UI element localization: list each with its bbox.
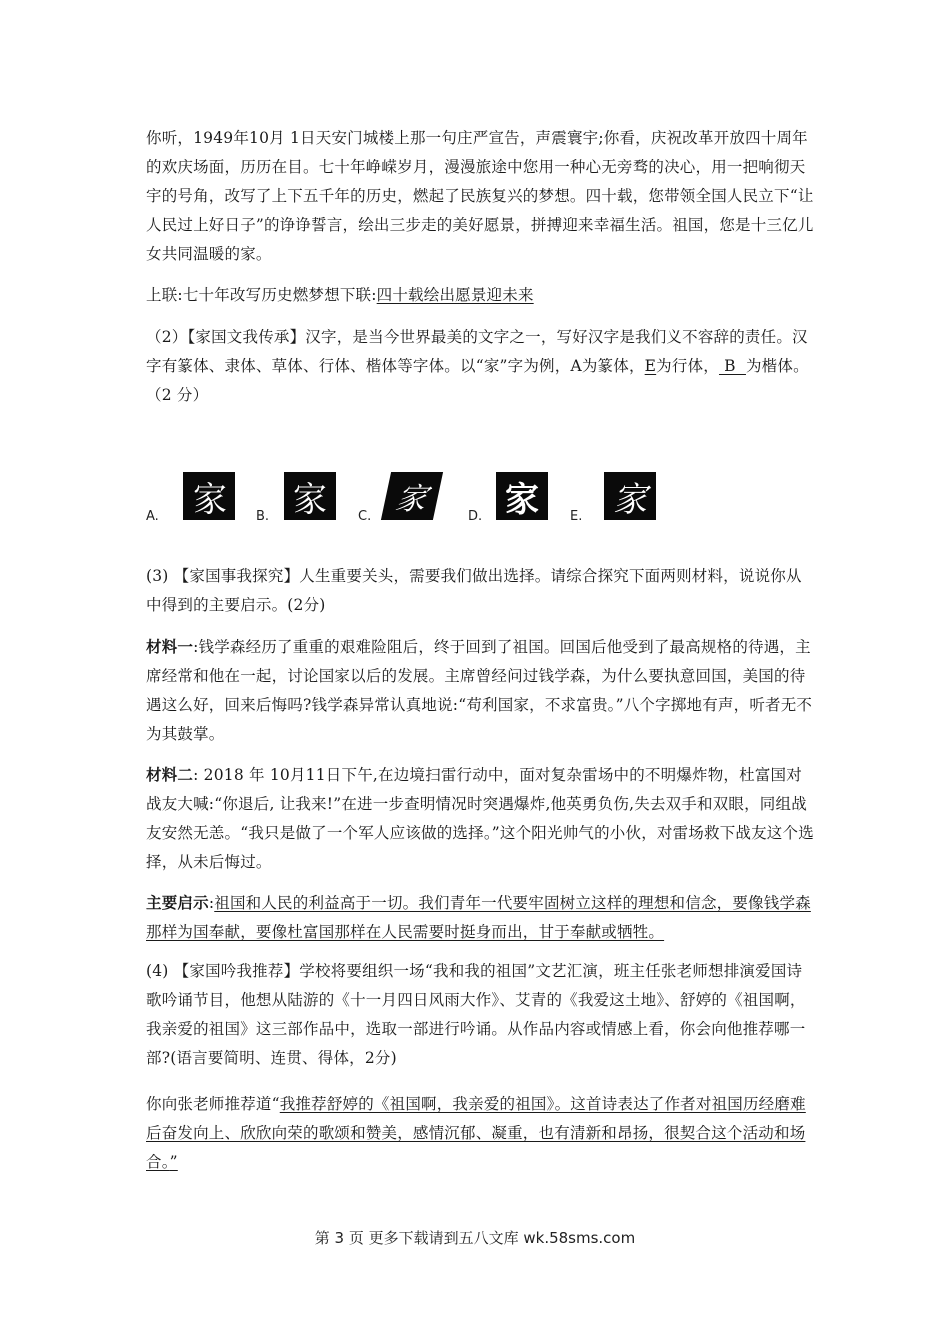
seal-script-image: 家 [183, 472, 235, 520]
char-option-label: E. [570, 509, 583, 524]
material-1 [146, 632, 814, 749]
question-4: (4) 【家国吟我推荐】学校将要组织一场“我和我的祖国”文艺汇演，班主任张老师想排演爱国诗歌吟诵节目，他想从陆游的《十一月四日风雨大作》、艾青的《我爱这土地》、舒婷的《祖国啊，我亲爱的祖国》这三部作品中，选取一部进行吟诵。从作品内容或情感上看，你会向他推荐哪一部?(语言要简明、连贯、得体，2分) [146, 962, 806, 1067]
char-option-a [146, 472, 241, 524]
recommend-prefix: 你向张老师推荐道“ [146, 1095, 280, 1113]
material-1-label: 材料一 [146, 637, 194, 656]
running-script-image: 家 [604, 472, 656, 520]
insight-colon: : [208, 894, 215, 912]
recommend-answer: 我推荐舒婷的《祖国啊，我亲爱的祖国》。这首诗表达了作者对祖国历经磨难后奋发向上、欣欣向荣的歌颂和赞美，感情沉郁、凝重，也有清新和昂扬，很契合这个活动和场合。 [146, 1095, 806, 1171]
char-option-b [256, 472, 346, 524]
char-option-label: C. [358, 509, 372, 524]
char-option-c [358, 472, 453, 524]
material-2-text: : 2018 年 10月11日下午,在边境扫雷行动中，面对复杂雷场中的不明爆炸物，杜富国对战友大喊:“你退后, 让我来!”在进一步查明情况时突遇爆炸,他英勇负伤,失去双手和双眼，同组战友安然无恙。“我只是做了一个军人应该做的选择。”这个阳光帅气的小伙，对雷场救下战友这个选择，从未后悔过。 [146, 766, 814, 871]
material-2-label: 材料二 [146, 765, 194, 784]
char-option-d [468, 472, 563, 524]
material-2 [146, 760, 814, 877]
couplet-prefix: 上联:七十年改写历史燃梦想下联: [146, 286, 377, 304]
char-option-label: D. [468, 509, 483, 524]
q2-answer-1: E [644, 357, 657, 375]
recommendation [146, 1090, 814, 1177]
insight-label: 主要启示 [146, 893, 209, 912]
insight [146, 888, 814, 947]
q2-text-c: 为楷体。（2 分） [146, 357, 809, 404]
char-option-label: A. [146, 509, 159, 524]
question-2 [146, 323, 814, 410]
q2-answer-2: B [718, 357, 746, 375]
insight-answer: 祖国和人民的利益高于一切。我们青年一代要牢固树立这样的理想和信念，要像钱学森那样为国奉献，要像杜富国那样在人民需要时挺身而出，甘于奉献或牺牲。 [146, 894, 811, 941]
regular-script-image: 家 [496, 472, 548, 520]
char-option-label: B. [256, 509, 270, 524]
question-3: (3) 【家国事我探究】人生重要关头，需要我们做出选择。请综合探究下面两则材料，说说你从中得到的主要启示。(2分) [146, 567, 802, 614]
clerical-script-image: 家 [284, 472, 336, 520]
page-footer: 第 3 页 更多下载请到五八文库 wk.58sms.com [314, 1229, 636, 1247]
couplet-line [146, 281, 814, 310]
recommend-suffix: ” [169, 1153, 178, 1171]
material-1-text: :钱学森经历了重重的艰难险阻后，终于回到了祖国。回国后他受到了最高规格的待遇，主席经常和他在一起，讨论国家以后的发展。主席曾经问过钱学森，为什么要执意回国，美国的待遇这么好，回来后悔吗?钱学森异常认真地说:“苟利国家，不求富贵。”八个字掷地有声，听者无不为其鼓掌。 [146, 638, 813, 743]
q2-text-b: 为行体， [656, 357, 719, 375]
couplet-answer: 四十载绘出愿景迎未来 [376, 286, 534, 304]
character-options [146, 472, 666, 528]
cursive-script-image: 家 [381, 472, 443, 520]
q2-text-a: （2）【家国文我传承】汉字，是当今世界最美的文字之一，写好汉字是我们义不容辞的责任。汉字有篆体、隶体、草体、行体、楷体等字体。以“家”字为例，A为篆体， [146, 328, 808, 375]
char-option-e [570, 472, 665, 524]
intro-paragraph: 你听，1949年10月 1日天安门城楼上那一句庄严宣告，声震寰宇;你看，庆祝改革开放四十周年的欢庆场面，历历在目。七十年峥嵘岁月，漫漫旅途中您用一种心无旁骛的决心，用一把响彻天宇的号角，改写了上下五千年的历史，燃起了民族复兴的梦想。四十载，您带领全国人民立下“让人民过上好日子”的诤诤誓言，绘出三步走的美好愿景，拼搏迎来幸福生活。祖国，您是十三亿儿女共同温暖的家。 [146, 129, 814, 263]
